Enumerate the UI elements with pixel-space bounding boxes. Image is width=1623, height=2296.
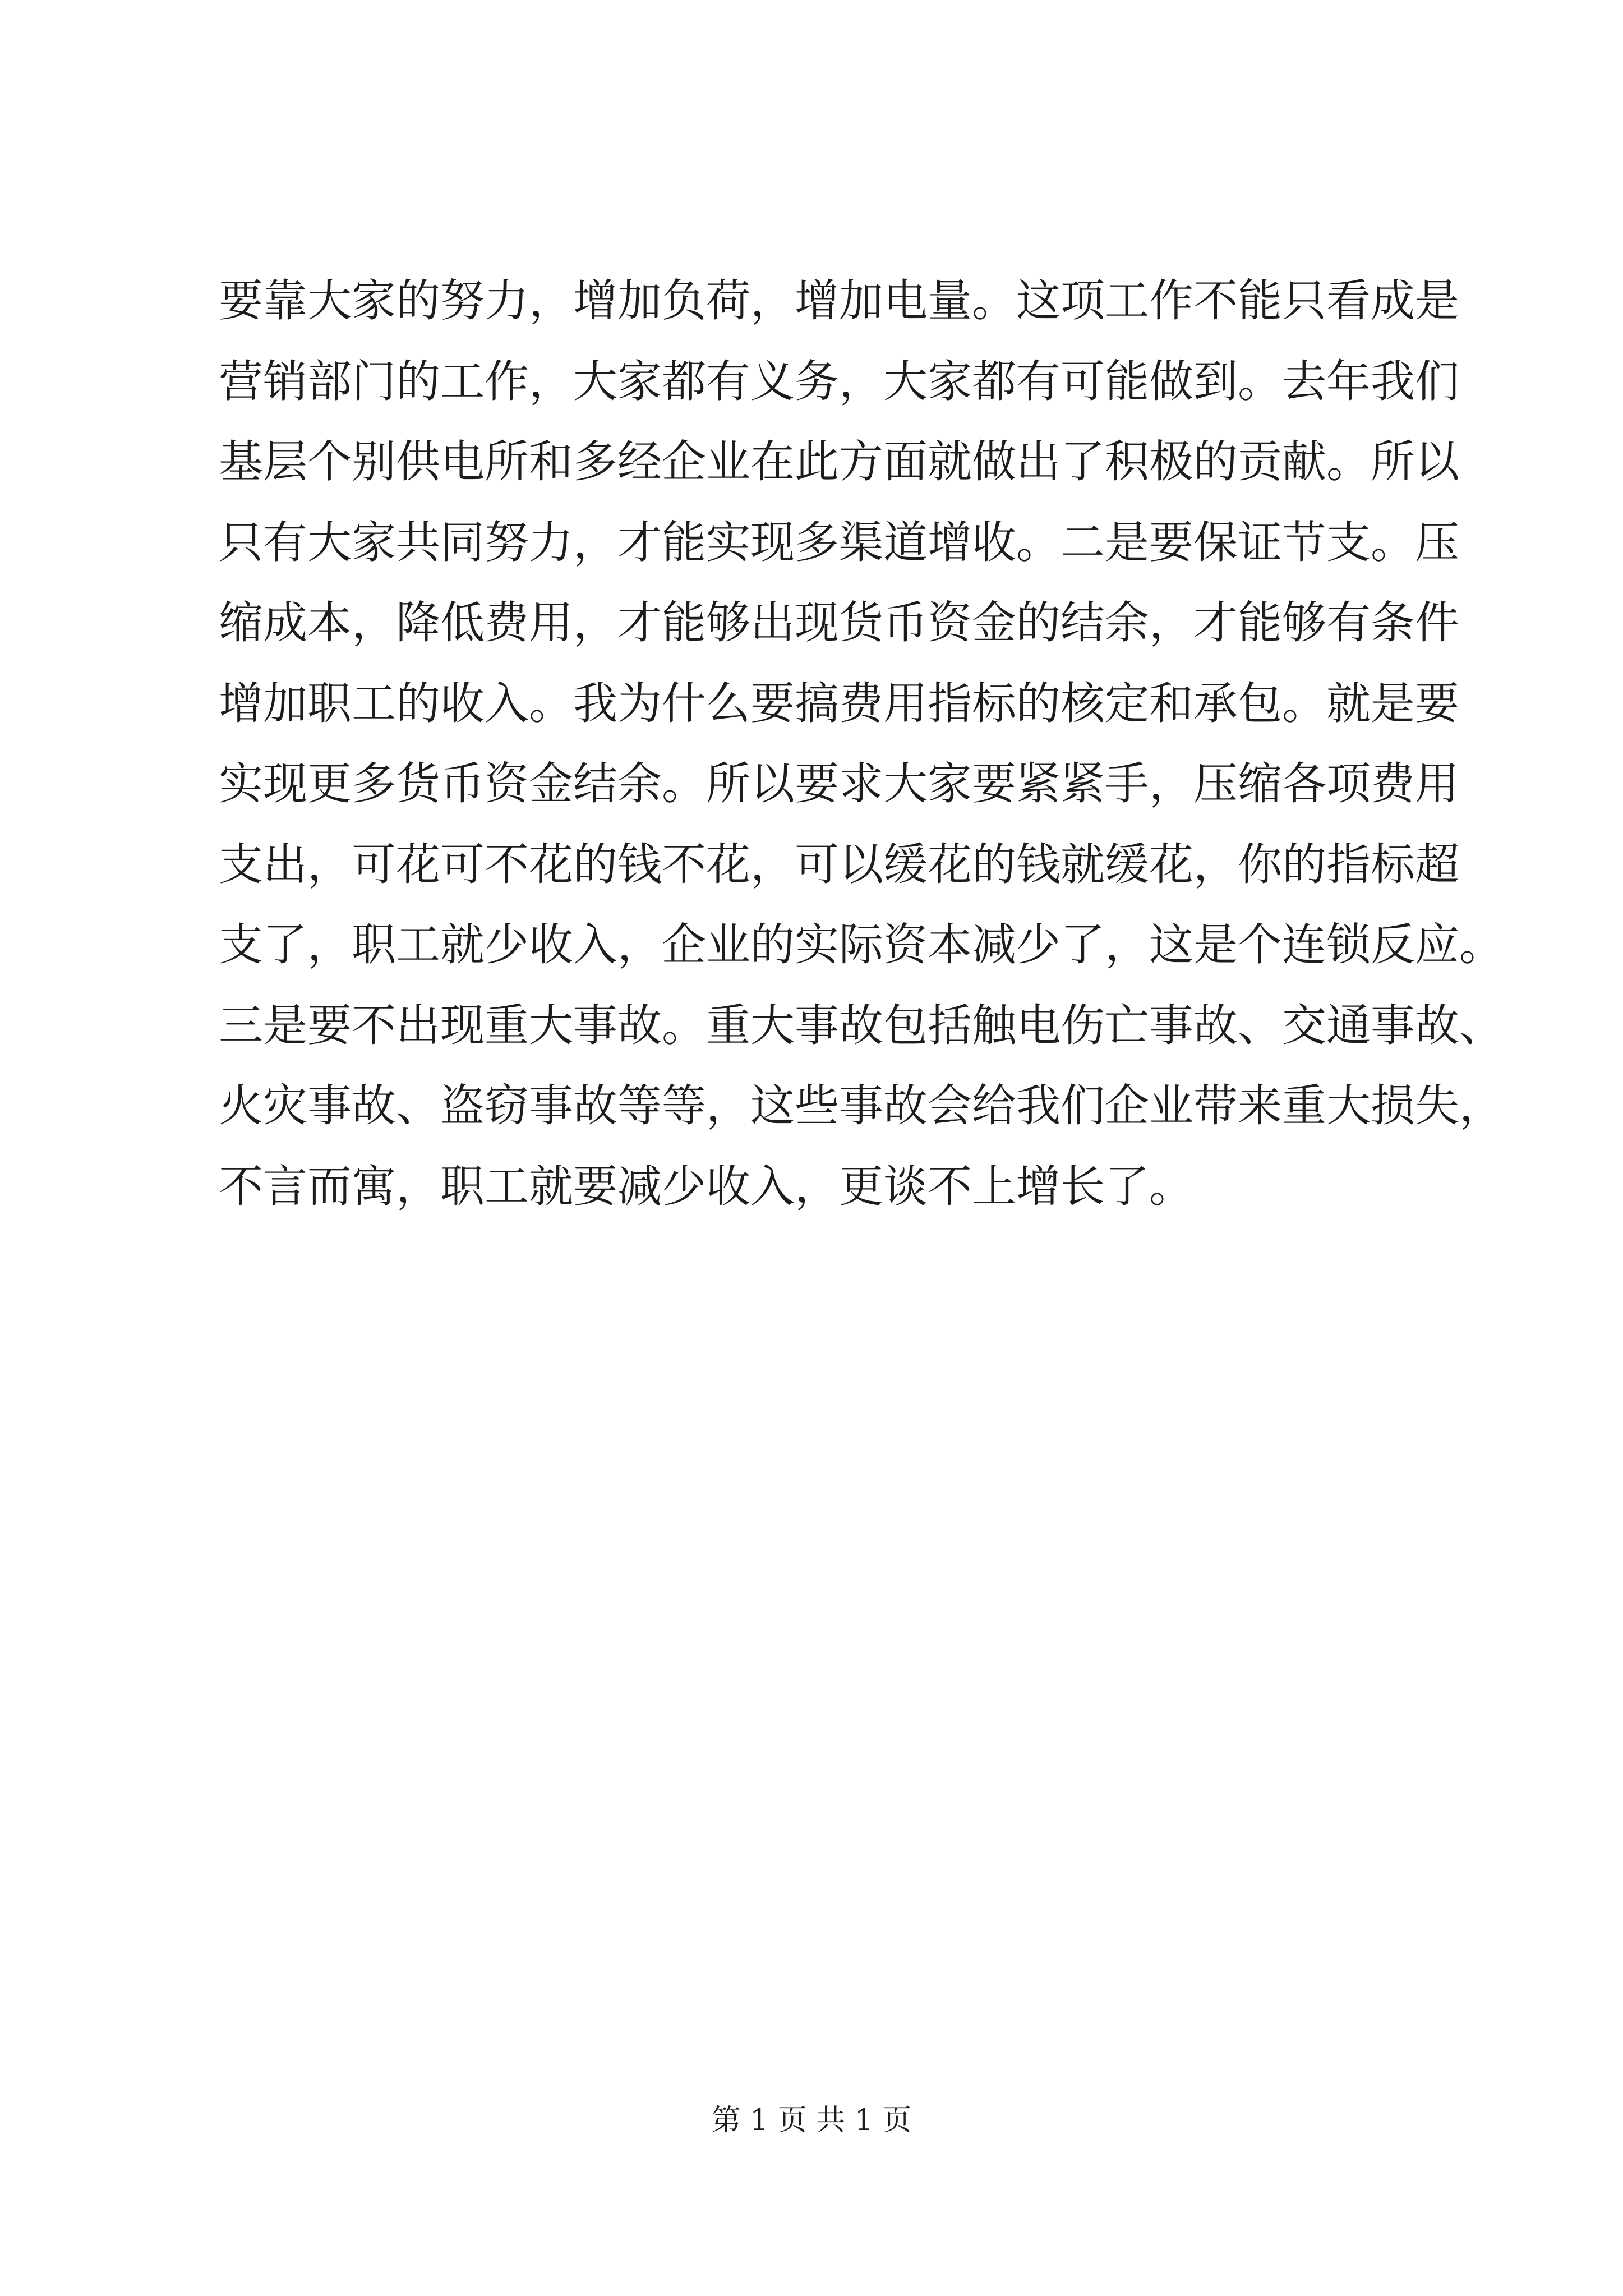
text-line: 缩成本，降低费用，才能够出现货币资金的结余，才能够有条件 [219,597,1459,648]
text-line: 实现更多货币资金结余。所以要求大家要紧紧手，压缩各项费用 [219,758,1459,809]
text-line: 三是要不出现重大事故。重大事故包括触电伤亡事故、交通事故、 [219,999,1504,1051]
text-line: 不言而寓，职工就要减少收入，更谈不上增长了。 [219,1160,1193,1212]
body-paragraph [219,261,1504,1227]
text-line: 只有大家共同努力，才能实现多渠道增收。二是要保证节支。压 [219,516,1459,568]
text-line: 增加职工的收入。我为什么要搞费用指标的核定和承包。就是要 [219,677,1459,729]
text-line: 支了，职工就少收入，企业的实际资本减少了，这是个连锁反应。 [219,919,1504,970]
page-number-footer: 第 1 页 共 1 页 [711,2104,912,2137]
text-line: 营销部门的工作，大家都有义务，大家都有可能做到。去年我们 [219,355,1459,407]
text-line: 火灾事故、盗窃事故等等，这些事故会给我们企业带来重大损失， [219,1080,1504,1131]
text-line: 要靠大家的努力，增加负荷，增加电量。这项工作不能只看成是 [219,275,1459,326]
text-line: 基层个别供电所和多经企业在此方面就做出了积极的贡献。所以 [219,436,1459,487]
text-line: 支出，可花可不花的钱不花，可以缓花的钱就缓花，你的指标超 [219,838,1459,890]
